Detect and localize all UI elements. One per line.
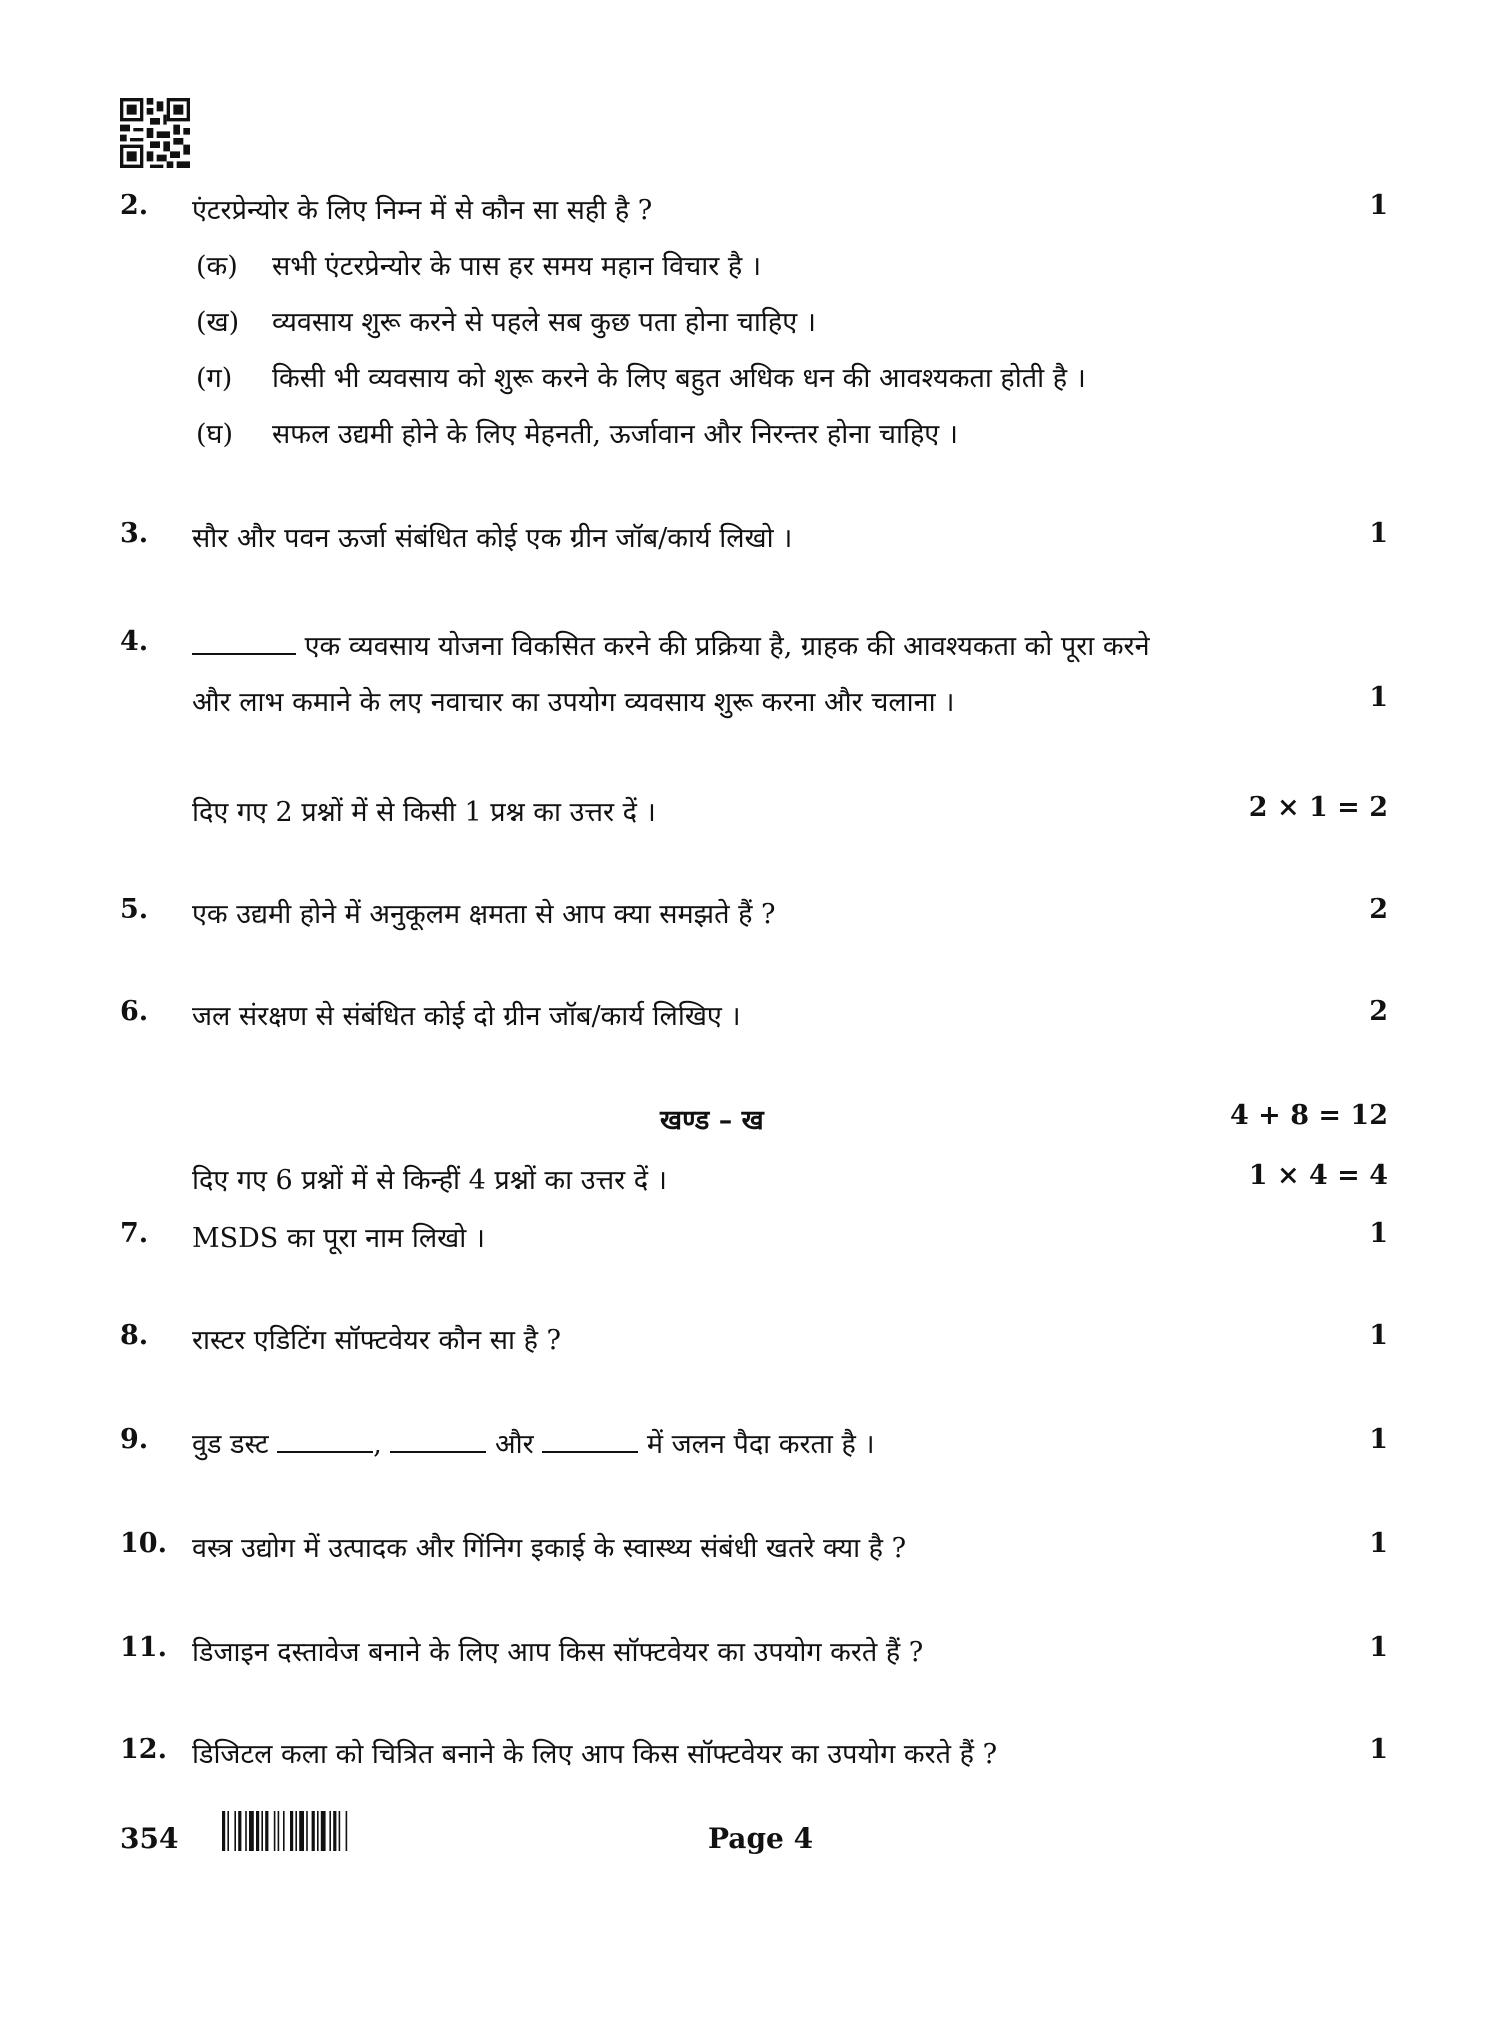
question-marks: 2 [1369,996,1388,1027]
section-title: खण्ड – ख [660,1105,764,1136]
question-marks: 1 [1369,1734,1388,1765]
question-number: 2. [120,190,149,221]
question-marks: 1 [1369,518,1388,549]
question-6 [120,996,1388,1036]
instruction-marks: 1 × 4 = 4 [1248,1160,1388,1191]
section-marks: 4 + 8 = 12 [1230,1100,1388,1131]
instruction-text: दिए गए 2 प्रश्नों में से किसी 1 प्रश्न का उत्तर दें । [192,797,656,828]
option-text: सभी एंटरप्रेन्योर के पास हर समय महान विचार है । [272,251,762,282]
question-marks: 1 [1369,1632,1388,1663]
option-label: (क) [196,251,238,282]
question-text-part-2: और [494,1429,534,1460]
fill-blank [542,1451,638,1453]
qr-code-icon [120,98,190,168]
instruction-text: दिए गए 6 प्रश्नों में से किन्हीं 4 प्रश्नों का उत्तर दें । [192,1165,667,1196]
question-number: 6. [120,996,149,1027]
question-text-line-1: एक व्यवसाय योजना विकसित करने की प्रक्रिया है, ग्राहक की आवश्यकता को पूरा करने [304,631,1150,662]
option-text: किसी भी व्यवसाय को शुरू करने के लिए बहुत अधिक धन की आवश्यकता होती है । [272,363,1086,394]
option-label: (ख) [196,307,240,338]
question-text: MSDS का पूरा नाम लिखो । [192,1223,486,1254]
question-text-part-1: वुड डस्ट [192,1429,269,1460]
question-12 [120,1734,1388,1774]
fill-blank [390,1451,486,1453]
question-10 [120,1528,1388,1568]
option-label: (ग) [196,363,233,394]
question-marks: 1 [1369,1218,1388,1249]
section-b-header [120,1100,1388,1140]
question-text: वस्त्र उद्योग में उत्पादक और गिंनिग इकाई के स्वास्थ्य संबंधी खतरे क्या है ? [192,1533,907,1564]
question-4 [120,626,1388,666]
question-text: एक उद्यमी होने में अनुकूलम क्षमता से आप क्या समझते हैं ? [192,899,776,930]
question-7 [120,1218,1388,1258]
question-number: 10. [120,1528,167,1559]
question-2 [120,190,1388,230]
option-text: सफल उद्यमी होने के लिए मेहनती, ऊर्जावान और निरन्तर होना चाहिए । [272,419,959,450]
question-text: जल संरक्षण से संबंधित कोई दो ग्रीन जॉब/कार्य लिखिए । [192,1001,741,1032]
question-text: रास्टर एडिटिंग सॉफ्टवेयर कौन सा है ? [192,1325,561,1356]
question-marks: 1 [1369,1320,1388,1351]
fill-blank [192,653,296,655]
question-number: 11. [120,1632,167,1663]
question-text [192,1424,875,1461]
question-text [192,626,1150,663]
question-text: डिजाइन दस्तावेज बनाने के लिए आप किस सॉफ्टवेयर का उपयोग करते हैं ? [192,1637,924,1668]
paper-code: 354 [120,1822,179,1855]
instruction-choose-4-of-6 [120,1160,1388,1200]
question-number: 9. [120,1424,149,1455]
question-marks: 1 [1369,1528,1388,1559]
question-5 [120,894,1388,934]
question-number: 8. [120,1320,149,1351]
instruction-choose-1-of-2 [120,792,1388,832]
instruction-marks: 2 × 1 = 2 [1248,792,1388,823]
question-marks: 1 [1369,190,1388,221]
question-text: सौर और पवन ऊर्जा संबंधित कोई एक ग्रीन जॉब/कार्य लिखो । [192,523,793,554]
option-text: व्यवसाय शुरू करने से पहले सब कुछ पता होना चाहिए । [272,307,816,338]
question-number: 7. [120,1218,149,1249]
question-number: 4. [120,626,149,657]
barcode-icon [222,1811,446,1851]
separator: , [373,1429,382,1460]
question-marks: 2 [1369,894,1388,925]
question-3 [120,518,1388,558]
question-4-line-2 [120,682,1388,722]
question-text: एंटरप्रेन्योर के लिए निम्न में से कौन सा सही है ? [192,195,653,226]
question-text-line-2: और लाभ कमाने के लए नवाचार का उपयोग व्यवसाय शुरू करना और चलाना । [192,687,955,718]
question-number: 12. [120,1734,167,1765]
question-number: 5. [120,894,149,925]
question-9 [120,1424,1388,1464]
question-number: 3. [120,518,149,549]
question-11 [120,1632,1388,1672]
question-marks: 1 [1369,682,1388,713]
question-text: डिजिटल कला को चित्रित बनाने के लिए आप किस सॉफ्टवेयर का उपयोग करते हैं ? [192,1739,998,1770]
fill-blank [277,1451,373,1453]
question-text-part-3: में जलन पैदा करता है । [646,1429,875,1460]
question-8 [120,1320,1388,1360]
page-number: Page 4 [708,1822,814,1855]
option-label: (घ) [196,419,234,450]
question-marks: 1 [1369,1424,1388,1455]
